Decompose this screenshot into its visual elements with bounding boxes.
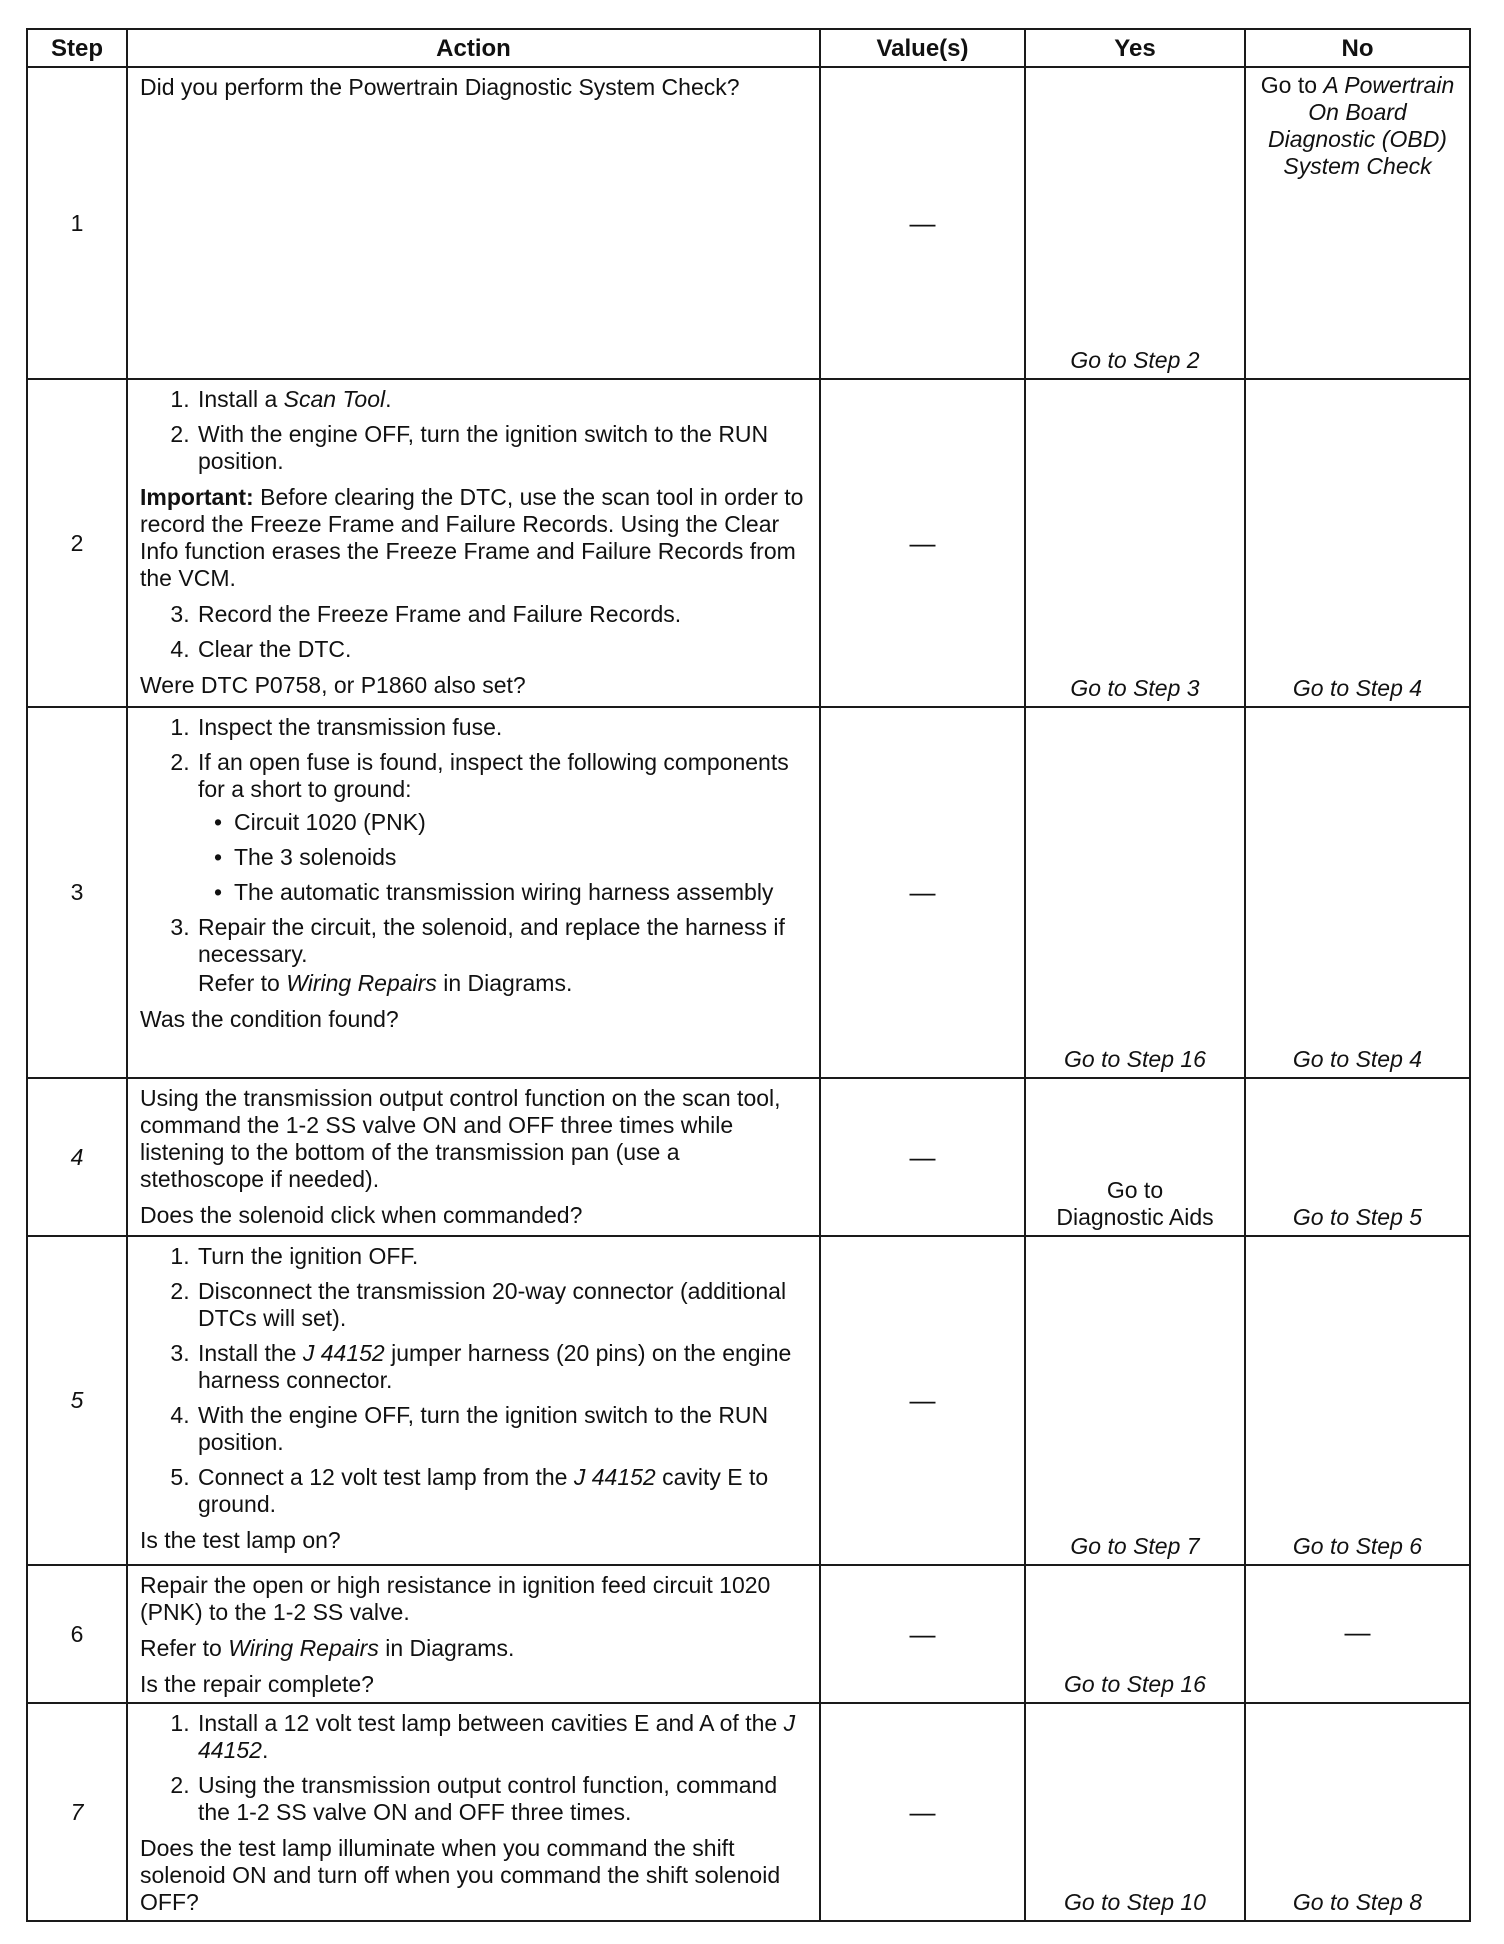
value-cell: — [820, 1703, 1025, 1921]
action-cell [127, 1703, 820, 1921]
no-cell[interactable] [1245, 67, 1470, 379]
action-list [140, 386, 807, 475]
list-item: 2. With the engine OFF, turn the ignition switch to the RUN position. [196, 421, 807, 475]
bullet-item: • The automatic transmission wiring harness assembly [232, 879, 807, 906]
value-cell: — [820, 1565, 1025, 1703]
step-number: 6 [27, 1565, 127, 1703]
value-cell: — [820, 707, 1025, 1078]
header-step: Step [27, 29, 127, 67]
header-values: Value(s) [820, 29, 1025, 67]
no-link[interactable]: A Powertrain On Board Diagnostic (OBD) System Check [1268, 72, 1455, 179]
header-yes: Yes [1025, 29, 1245, 67]
step-number: 7 [27, 1703, 127, 1921]
refer-note: Refer to Wiring Repairs in Diagrams. [198, 970, 573, 996]
refer-link[interactable]: Wiring Repairs [286, 970, 437, 996]
bullet-item: • The 3 solenoids [232, 844, 807, 871]
list-item: 1. Install a Scan Tool. [196, 386, 807, 413]
table-row-step-1 [27, 67, 1470, 379]
table-row-step-7 [27, 1703, 1470, 1921]
list-item: 2. If an open fuse is found, inspect the following components for a short to ground: • Circuit 1020 (PNK) • The 3 solenoids • The automatic transmission wiring harness assembly [196, 749, 807, 906]
list-item: 2. Using the transmission output control function, command the 1-2 SS valve ON and OFF three times. [196, 1772, 807, 1826]
header-action: Action [127, 29, 820, 67]
list-item: 3. Install the J 44152 jumper harness (20 pins) on the engine harness connector. [196, 1340, 807, 1394]
action-question: Were DTC P0758, or P1860 also set? [140, 672, 526, 698]
list-item: 4. Clear the DTC. [196, 636, 807, 663]
step-number: 1 [27, 67, 127, 379]
value-cell: — [820, 1236, 1025, 1565]
action-cell [127, 1236, 820, 1565]
list-item: 3. Repair the circuit, the solenoid, and replace the harness if necessary. Refer to Wiring Repairs in Diagrams. [196, 914, 807, 997]
header-no: No [1245, 29, 1470, 67]
list-item: 5. Connect a 12 volt test lamp from the J 44152 cavity E to ground. [196, 1464, 807, 1518]
list-item: 1. Turn the ignition OFF. [196, 1243, 807, 1270]
action-cell [127, 67, 820, 379]
step-number: 3 [27, 707, 127, 1078]
step-number: 5 [27, 1236, 127, 1565]
no-cell[interactable]: Go to Step 4 [1245, 707, 1470, 1078]
action-list [140, 1243, 807, 1518]
yes-cell[interactable]: Go to Step 2 [1025, 67, 1245, 379]
yes-cell[interactable]: Go to Diagnostic Aids [1025, 1078, 1245, 1236]
yes-cell[interactable]: Go to Step 16 [1025, 1565, 1245, 1703]
action-cell [127, 1565, 820, 1703]
table-row-step-4 [27, 1078, 1470, 1236]
no-cell[interactable]: Go to Step 4 [1245, 379, 1470, 707]
diagnostic-steps-table [26, 28, 1471, 1922]
yes-cell[interactable]: Go to Step 16 [1025, 707, 1245, 1078]
list-item: 3. Record the Freeze Frame and Failure Records. [196, 601, 807, 628]
action-text: Repair the open or high resistance in ignition feed circuit 1020 (PNK) to the 1-2 SS valve. [140, 1572, 771, 1625]
list-item: 4. With the engine OFF, turn the ignition switch to the RUN position. [196, 1402, 807, 1456]
step-number: 4 [27, 1078, 127, 1236]
value-cell: — [820, 379, 1025, 707]
action-question: Is the repair complete? [140, 1671, 374, 1697]
yes-cell[interactable]: Go to Step 7 [1025, 1236, 1245, 1565]
table-row-step-5 [27, 1236, 1470, 1565]
action-question: Does the test lamp illuminate when you command the shift solenoid ON and turn off when you command the shift solenoid OFF? [140, 1835, 781, 1915]
action-list [140, 714, 807, 997]
diagnostic-table-sheet [26, 28, 1469, 1913]
important-text: Before clearing the DTC, use the scan tool in order to record the Freeze Frame and Failure Records. Using the Clear Info function erases the Freeze Frame and Failure Records from the VCM. [140, 484, 804, 591]
list-item: 2. Disconnect the transmission 20-way connector (additional DTCs will set). [196, 1278, 807, 1332]
refer-note: Refer to Wiring Repairs in Diagrams. [140, 1635, 515, 1661]
list-item: 1. Inspect the transmission fuse. [196, 714, 807, 741]
action-question: Is the test lamp on? [140, 1527, 341, 1553]
no-cell[interactable]: Go to Step 6 [1245, 1236, 1470, 1565]
no-cell[interactable]: Go to Step 8 [1245, 1703, 1470, 1921]
value-cell: — [820, 67, 1025, 379]
action-list [140, 1710, 807, 1826]
important-note [140, 484, 807, 592]
bullet-list [198, 809, 807, 906]
list-item: 1. Install a 12 volt test lamp between cavities E and A of the J 44152. [196, 1710, 807, 1764]
value-cell: — [820, 1078, 1025, 1236]
action-question: Did you perform the Powertrain Diagnostic System Check? [140, 74, 740, 100]
step-number: 2 [27, 379, 127, 707]
action-cell [127, 1078, 820, 1236]
table-row-step-2 [27, 379, 1470, 707]
yes-cell[interactable]: Go to Step 3 [1025, 379, 1245, 707]
table-row-step-6 [27, 1565, 1470, 1703]
no-cell: — [1245, 1565, 1470, 1703]
action-list [140, 601, 807, 663]
no-cell[interactable]: Go to Step 5 [1245, 1078, 1470, 1236]
action-text: Using the transmission output control function on the scan tool, command the 1-2 SS valve ON and OFF three times while listening to the bottom of the transmission pan (use a stethoscope if needed). [140, 1085, 781, 1192]
header-row [27, 29, 1470, 67]
bullet-item: • Circuit 1020 (PNK) [232, 809, 807, 836]
action-cell [127, 379, 820, 707]
refer-link[interactable]: Wiring Repairs [228, 1635, 379, 1661]
action-question: Was the condition found? [140, 1006, 399, 1032]
important-label: Important: [140, 484, 254, 510]
action-question: Does the solenoid click when commanded? [140, 1202, 583, 1228]
no-prefix: Go to [1260, 72, 1324, 98]
action-cell [127, 707, 820, 1078]
table-row-step-3 [27, 707, 1470, 1078]
yes-cell[interactable]: Go to Step 10 [1025, 1703, 1245, 1921]
